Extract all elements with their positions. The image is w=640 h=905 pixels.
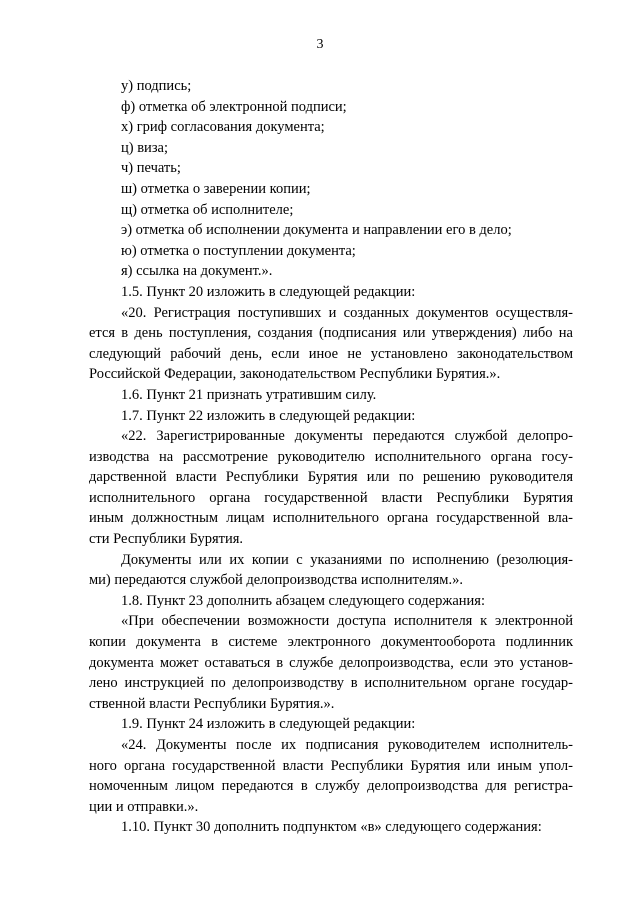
text-line: ю) отметка о поступлении документа; — [121, 242, 356, 259]
text-line: я) ссылка на документ.». — [121, 263, 273, 280]
text-line: ц) виза; — [121, 139, 169, 156]
text-line: ч) печать; — [121, 160, 181, 177]
text-line: сти Республики Бурятия. — [89, 531, 244, 548]
text-line: Документы или их копии с указаниями по исполнению (резолюция- — [121, 551, 573, 568]
text-line: «22. Зарегистрированные документы передаются службой делопро- — [121, 428, 573, 445]
document-body — [89, 76, 573, 838]
text-line: «24. Документы после их подписания руководителем исполнитель- — [121, 737, 573, 753]
text-line: следующий рабочий день, если иное не установлено законодательством — [89, 345, 573, 362]
text-line: Российской Федерации, законодательством Республики Бурятия.». — [89, 366, 501, 383]
text-line: 1.8. Пункт 23 дополнить абзацем следующего содержания: — [121, 592, 485, 609]
text-line: э) отметка об исполнении документа и направлении его в дело; — [121, 222, 512, 239]
text-line: ф) отметка об электронной подписи; — [121, 98, 347, 115]
text-line: исполнительного органа государственной власти Республики Бурятия — [89, 489, 573, 506]
text-line: изводства на рассмотрение руководителю исполнительного органа госу- — [89, 448, 573, 465]
text-line: иным должностным лицам исполнительного органа государственной вла- — [89, 510, 573, 527]
text-line: ции и отправки.». — [89, 798, 199, 815]
text-line: 1.10. Пункт 30 дополнить подпунктом «в» следующего содержания: — [121, 819, 542, 836]
text-line: «20. Регистрация поступивших и созданных документов осуществля- — [121, 304, 573, 321]
text-line: ного органа государственной власти Республики Бурятия или иным упол- — [89, 757, 573, 774]
text-line: 1.7. Пункт 22 изложить в следующей редакции: — [121, 407, 416, 424]
text-line: номоченным лицом передаются в службу делопроизводства для регистра- — [89, 778, 573, 795]
text-line: лено инструкцией по делопроизводству в исполнительном органе государ- — [89, 675, 573, 692]
text-line: дарственной власти Республики Бурятия или по решению руководителя — [89, 469, 573, 486]
text-line: «При обеспечении возможности доступа исполнителя к электронной — [121, 613, 573, 630]
text-line: у) подпись; — [121, 78, 192, 94]
text-line: щ) отметка об исполнителе; — [121, 201, 294, 218]
text-line: х) гриф согласования документа; — [121, 119, 325, 136]
text-line: 1.5. Пункт 20 изложить в следующей редакции: — [121, 283, 416, 300]
text-line: документа может оставаться в службе делопроизводства, если это установ- — [89, 654, 573, 671]
text-line: ется в день поступления, создания (подписания или утверждения) либо на — [89, 325, 573, 342]
text-line: ственной власти Республики Бурятия.». — [89, 695, 335, 712]
text-line: 1.9. Пункт 24 изложить в следующей редакции: — [121, 716, 416, 733]
text-line: ш) отметка о заверении копии; — [121, 180, 311, 197]
page-number: 3 — [316, 37, 324, 52]
text-line: ми) передаются службой делопроизводства исполнителям.». — [89, 572, 463, 589]
text-line: 1.6. Пункт 21 признать утратившим силу. — [121, 386, 377, 403]
text-line: копии документа в системе электронного документооборота подлинник — [89, 634, 573, 651]
